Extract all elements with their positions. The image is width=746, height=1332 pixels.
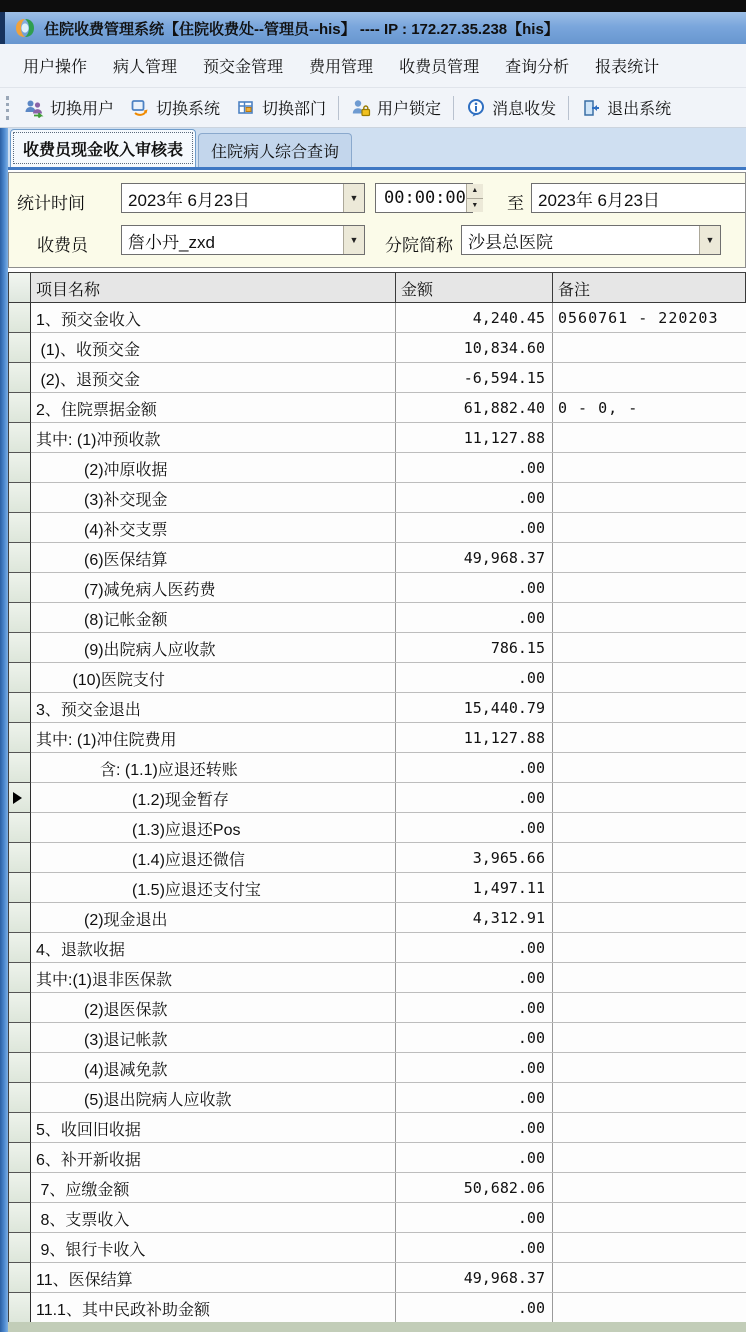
row-header-cell[interactable] xyxy=(9,1293,31,1322)
chevron-down-icon[interactable]: ▼ xyxy=(343,226,364,254)
row-header-cell[interactable] xyxy=(9,393,31,423)
spin-up-icon[interactable]: ▲ xyxy=(467,184,483,199)
amount-cell: 4,312.91 xyxy=(396,903,553,932)
table-row[interactable] xyxy=(9,1143,746,1173)
tab-2[interactable]: 住院病人综合查询 xyxy=(198,133,352,167)
table-row[interactable] xyxy=(9,663,746,693)
switch-system-icon xyxy=(130,98,150,118)
row-header-cell[interactable] xyxy=(9,1023,31,1053)
menu-item-7[interactable]: 报表统计 xyxy=(595,59,660,76)
menu-item-6[interactable]: 查询分析 xyxy=(505,59,570,76)
amount-cell: .00 xyxy=(396,783,553,812)
note-cell xyxy=(553,1233,746,1262)
row-header-cell[interactable] xyxy=(9,693,31,723)
row-header-cell[interactable] xyxy=(9,633,31,663)
row-header-cell[interactable] xyxy=(9,1083,31,1113)
item-name-cell: 8、支票收入 xyxy=(31,1203,396,1232)
to-label: 至 xyxy=(507,194,524,213)
table-row[interactable] xyxy=(9,1023,746,1053)
table-row[interactable] xyxy=(9,513,746,543)
exit-system-button[interactable] xyxy=(573,92,679,123)
chevron-down-icon[interactable]: ▼ xyxy=(699,226,720,254)
amount-cell: 786.15 xyxy=(396,633,553,662)
item-name-cell: (1.4)应退还微信 xyxy=(31,843,396,872)
note-cell xyxy=(553,573,746,602)
item-name-cell: 9、银行卡收入 xyxy=(31,1233,396,1262)
item-name-cell: (2)退医保款 xyxy=(31,993,396,1022)
table-row[interactable] xyxy=(9,453,746,483)
amount-cell: .00 xyxy=(396,1083,553,1112)
table-row[interactable] xyxy=(9,1083,746,1113)
item-name-cell: (6)医保结算 xyxy=(31,543,396,572)
table-row[interactable] xyxy=(9,963,746,993)
item-name-cell: 其中: (1)冲住院费用 xyxy=(31,723,396,752)
row-header-cell[interactable] xyxy=(9,1113,31,1143)
toolbar-button-label: 消息收发 xyxy=(492,101,557,118)
note-cell xyxy=(553,513,746,542)
cashier-label: 收费员 xyxy=(37,236,88,255)
switch-department-button[interactable] xyxy=(228,92,334,123)
row-header-cell[interactable] xyxy=(9,963,31,993)
switch-system-button[interactable] xyxy=(122,92,228,123)
table-row[interactable] xyxy=(9,783,746,813)
amount-cell: .00 xyxy=(396,1203,553,1232)
toolbar-button-label: 切换系统 xyxy=(156,101,221,118)
row-header-cell[interactable] xyxy=(9,573,31,603)
column-header-note[interactable]: 备注 xyxy=(553,273,746,302)
note-cell xyxy=(553,363,746,392)
date-to-value: 2023年 6月23日 xyxy=(538,190,660,210)
filter-panel xyxy=(8,172,746,268)
cashier-value: 詹小丹_zxd xyxy=(128,232,215,252)
note-cell xyxy=(553,903,746,932)
table-row[interactable] xyxy=(9,1293,746,1322)
note-cell xyxy=(553,453,746,482)
item-name-cell: (3)退记帐款 xyxy=(31,1023,396,1052)
table-row[interactable] xyxy=(9,363,746,393)
note-cell: 0 - 0, - xyxy=(558,399,639,417)
amount-cell: 49,968.37 xyxy=(396,1263,553,1292)
note-cell xyxy=(553,483,746,512)
note-cell xyxy=(553,633,746,662)
item-name-cell: 7、应缴金额 xyxy=(31,1173,396,1202)
row-header-corner xyxy=(9,273,31,302)
stat-time-label: 统计时间 xyxy=(17,194,85,213)
row-header-cell[interactable] xyxy=(9,753,31,783)
row-header-cell[interactable] xyxy=(9,663,31,693)
table-row[interactable] xyxy=(9,993,746,1023)
note-cell xyxy=(553,783,746,812)
amount-cell: 15,440.79 xyxy=(396,693,553,722)
note-cell xyxy=(553,1263,746,1292)
amount-cell: 3,965.66 xyxy=(396,843,553,872)
item-name-cell: (3)补交现金 xyxy=(31,483,396,512)
toolbar-separator xyxy=(568,96,569,120)
amount-cell: .00 xyxy=(396,1233,553,1262)
row-header-cell[interactable] xyxy=(9,843,31,873)
item-name-cell: (1.3)应退还Pos xyxy=(31,813,396,842)
amount-cell: 11,127.88 xyxy=(396,423,553,452)
item-name-cell: 其中: (1)冲预收款 xyxy=(31,423,396,452)
table-row[interactable] xyxy=(9,843,746,873)
amount-cell: .00 xyxy=(396,813,553,842)
note-cell xyxy=(553,1143,746,1172)
amount-cell: .00 xyxy=(396,513,553,542)
row-header-cell[interactable] xyxy=(9,543,31,573)
row-header-cell[interactable] xyxy=(9,993,31,1023)
note-cell xyxy=(553,1173,746,1202)
amount-cell: .00 xyxy=(396,1023,553,1052)
toolbar-gripper[interactable] xyxy=(6,96,10,120)
amount-cell: .00 xyxy=(396,963,553,992)
item-name-cell: (2)、退预交金 xyxy=(31,363,396,392)
menu-item-3[interactable]: 预交金管理 xyxy=(203,59,284,76)
date-from-value: 2023年 6月23日 xyxy=(128,190,250,210)
window-top-edge xyxy=(0,0,746,12)
table-row[interactable] xyxy=(9,573,746,603)
item-name-cell: 其中:(1)退非医保款 xyxy=(31,963,396,992)
note-cell xyxy=(553,753,746,782)
amount-cell: .00 xyxy=(396,753,553,782)
note-cell xyxy=(553,843,746,872)
table-row[interactable] xyxy=(9,903,746,933)
amount-cell: .00 xyxy=(396,1293,553,1322)
amount-cell: .00 xyxy=(396,663,553,692)
time-from-spinner[interactable] xyxy=(375,183,479,213)
current-row-marker xyxy=(13,792,22,804)
item-name-cell: (9)出院病人应收款 xyxy=(31,633,396,662)
item-name-cell: (10)医院支付 xyxy=(31,663,396,692)
item-name-cell: (1.5)应退还支付宝 xyxy=(31,873,396,902)
menu-item-4[interactable]: 费用管理 xyxy=(309,59,374,76)
toolbar-button-label: 退出系统 xyxy=(607,101,672,118)
note-cell xyxy=(553,1023,746,1052)
amount-cell: .00 xyxy=(396,573,553,602)
table-row[interactable] xyxy=(9,1233,746,1263)
item-name-cell: 3、预交金退出 xyxy=(31,693,396,722)
window-title: 住院收费管理系统【住院收费处--管理员--his】 ---- IP : 172.27.35.238【his】 xyxy=(44,20,559,38)
table-row[interactable] xyxy=(9,693,746,723)
note-cell xyxy=(553,603,746,632)
date-from-combobox[interactable] xyxy=(121,183,365,213)
row-header-cell[interactable] xyxy=(9,303,31,333)
table-row[interactable] xyxy=(9,1113,746,1143)
item-name-cell: 2、住院票据金额 xyxy=(31,393,396,422)
row-header-cell[interactable] xyxy=(9,513,31,543)
item-name-cell: (5)退出院病人应收款 xyxy=(31,1083,396,1112)
amount-cell: -6,594.15 xyxy=(396,363,553,392)
note-cell xyxy=(553,663,746,692)
note-cell xyxy=(553,1113,746,1142)
item-name-cell: 11、医保结算 xyxy=(31,1263,396,1292)
user-lock-button[interactable] xyxy=(343,92,449,123)
amount-cell: 61,882.40 xyxy=(396,393,553,422)
tab-1[interactable]: 收费员现金收入审核表 xyxy=(10,129,196,167)
table-row[interactable] xyxy=(9,303,746,333)
note-cell xyxy=(553,873,746,902)
table-row[interactable] xyxy=(9,633,746,663)
note-cell xyxy=(553,693,746,722)
table-row[interactable] xyxy=(9,1173,746,1203)
amount-cell: 11,127.88 xyxy=(396,723,553,752)
note-cell: 0560761 - 220203 xyxy=(558,309,719,327)
row-header-cell[interactable] xyxy=(9,873,31,903)
row-header-cell[interactable] xyxy=(9,723,31,753)
amount-cell: .00 xyxy=(396,483,553,512)
toolbar-button-label: 切换部门 xyxy=(262,101,327,118)
report-table xyxy=(8,272,746,1322)
report-table-body xyxy=(9,303,746,1322)
note-cell xyxy=(553,723,746,752)
item-name-cell: (8)记帐金额 xyxy=(31,603,396,632)
row-header-cell[interactable] xyxy=(9,933,31,963)
time-from-value: 00:00:00 xyxy=(384,188,466,208)
chevron-down-icon[interactable]: ▼ xyxy=(343,184,364,212)
amount-cell: 1,497.11 xyxy=(396,873,553,902)
toolbar-separator xyxy=(453,96,454,120)
table-row[interactable] xyxy=(9,1053,746,1083)
column-header-amount[interactable]: 金额 xyxy=(396,273,553,302)
item-name-cell: (4)补交支票 xyxy=(31,513,396,542)
window-bottom-edge xyxy=(8,1322,746,1332)
switch-department-icon xyxy=(236,98,256,118)
table-row[interactable] xyxy=(9,1263,746,1293)
item-name-cell: 含: (1.1)应退还转账 xyxy=(31,753,396,782)
table-header-row xyxy=(9,273,746,303)
table-row[interactable] xyxy=(9,483,746,513)
amount-cell: .00 xyxy=(396,993,553,1022)
toolbar-button-label: 用户锁定 xyxy=(377,101,442,118)
amount-cell: 10,834.60 xyxy=(396,333,553,362)
amount-cell: .00 xyxy=(396,453,553,482)
branch-combobox[interactable] xyxy=(461,225,721,255)
table-row[interactable] xyxy=(9,393,746,423)
note-cell xyxy=(553,1203,746,1232)
row-header-cell[interactable] xyxy=(9,333,31,363)
amount-cell: .00 xyxy=(396,933,553,962)
title-bar xyxy=(0,12,746,44)
note-cell xyxy=(553,963,746,992)
menu-item-5[interactable]: 收费员管理 xyxy=(399,59,480,76)
table-row[interactable] xyxy=(9,753,746,783)
switch-user-icon xyxy=(24,98,44,118)
amount-cell: 4,240.45 xyxy=(396,303,553,332)
menu-item-1[interactable]: 用户操作 xyxy=(23,59,88,76)
toolbar-button-label: 切换用户 xyxy=(50,101,115,118)
item-name-cell: 4、退款收据 xyxy=(31,933,396,962)
note-cell xyxy=(553,993,746,1022)
item-name-cell: (1.2)现金暂存 xyxy=(31,783,396,812)
menu-item-2[interactable]: 病人管理 xyxy=(113,59,178,76)
amount-cell: .00 xyxy=(396,1113,553,1142)
item-name-cell: (7)减免病人医药费 xyxy=(31,573,396,602)
row-header-cell[interactable] xyxy=(9,1233,31,1263)
item-name-cell: 5、收回旧收据 xyxy=(31,1113,396,1142)
note-cell xyxy=(553,1083,746,1112)
column-header-item-name[interactable]: 项目名称 xyxy=(31,273,396,302)
row-header-cell[interactable] xyxy=(9,783,31,813)
row-header-cell[interactable] xyxy=(9,1173,31,1203)
table-row[interactable] xyxy=(9,723,746,753)
amount-cell: 50,682.06 xyxy=(396,1173,553,1202)
switch-user-button[interactable] xyxy=(16,92,122,123)
message-icon xyxy=(466,98,486,118)
table-row[interactable] xyxy=(9,813,746,843)
table-row[interactable] xyxy=(9,1203,746,1233)
window-left-border xyxy=(0,128,8,1332)
note-cell xyxy=(553,1293,746,1322)
row-header-cell[interactable] xyxy=(9,1263,31,1293)
item-name-cell: (1)、收预交金 xyxy=(31,333,396,362)
row-header-cell[interactable] xyxy=(9,453,31,483)
amount-cell: 49,968.37 xyxy=(396,543,553,572)
spin-down-icon[interactable]: ▼ xyxy=(467,199,483,213)
item-name-cell: 1、预交金收入 xyxy=(31,303,396,332)
note-cell xyxy=(553,543,746,572)
note-cell xyxy=(553,933,746,962)
app-logo-icon xyxy=(14,17,36,39)
note-cell xyxy=(553,333,746,362)
toolbar-separator xyxy=(338,96,339,120)
note-cell xyxy=(553,1053,746,1082)
user-lock-icon xyxy=(351,98,371,118)
amount-cell: .00 xyxy=(396,1143,553,1172)
row-header-cell[interactable] xyxy=(9,1203,31,1233)
table-row[interactable] xyxy=(9,333,746,363)
cashier-combobox[interactable] xyxy=(121,225,365,255)
item-name-cell: (4)退减免款 xyxy=(31,1053,396,1082)
item-name-cell: (2)冲原收据 xyxy=(31,453,396,482)
row-header-cell[interactable] xyxy=(9,483,31,513)
amount-cell: .00 xyxy=(396,1053,553,1082)
table-row[interactable] xyxy=(9,873,746,903)
date-to-combobox[interactable] xyxy=(531,183,746,213)
app-logo-icon xyxy=(14,17,36,39)
row-header-cell[interactable] xyxy=(9,423,31,453)
titlebar-left-accent xyxy=(0,12,5,44)
note-cell xyxy=(553,813,746,842)
row-header-cell[interactable] xyxy=(9,1053,31,1083)
table-row[interactable] xyxy=(9,543,746,573)
item-name-cell: (2)现金退出 xyxy=(31,903,396,932)
note-cell xyxy=(553,423,746,452)
row-header-cell[interactable] xyxy=(9,363,31,393)
message-button[interactable] xyxy=(458,92,564,123)
tab-strip xyxy=(8,128,746,170)
exit-icon xyxy=(581,98,601,118)
toolbar xyxy=(0,88,746,128)
time-spin-buttons[interactable] xyxy=(466,184,483,212)
table-row[interactable] xyxy=(9,423,746,453)
row-header-cell[interactable] xyxy=(9,603,31,633)
row-header-cell[interactable] xyxy=(9,903,31,933)
table-row[interactable] xyxy=(9,933,746,963)
menu-bar xyxy=(0,44,746,88)
amount-cell: .00 xyxy=(396,603,553,632)
item-name-cell: 6、补开新收据 xyxy=(31,1143,396,1172)
row-header-cell[interactable] xyxy=(9,813,31,843)
row-header-cell[interactable] xyxy=(9,1143,31,1173)
branch-value: 沙县总医院 xyxy=(468,232,553,252)
branch-label: 分院简称 xyxy=(385,236,453,255)
item-name-cell: 11.1、其中民政补助金额 xyxy=(31,1293,396,1322)
table-row[interactable] xyxy=(9,603,746,633)
